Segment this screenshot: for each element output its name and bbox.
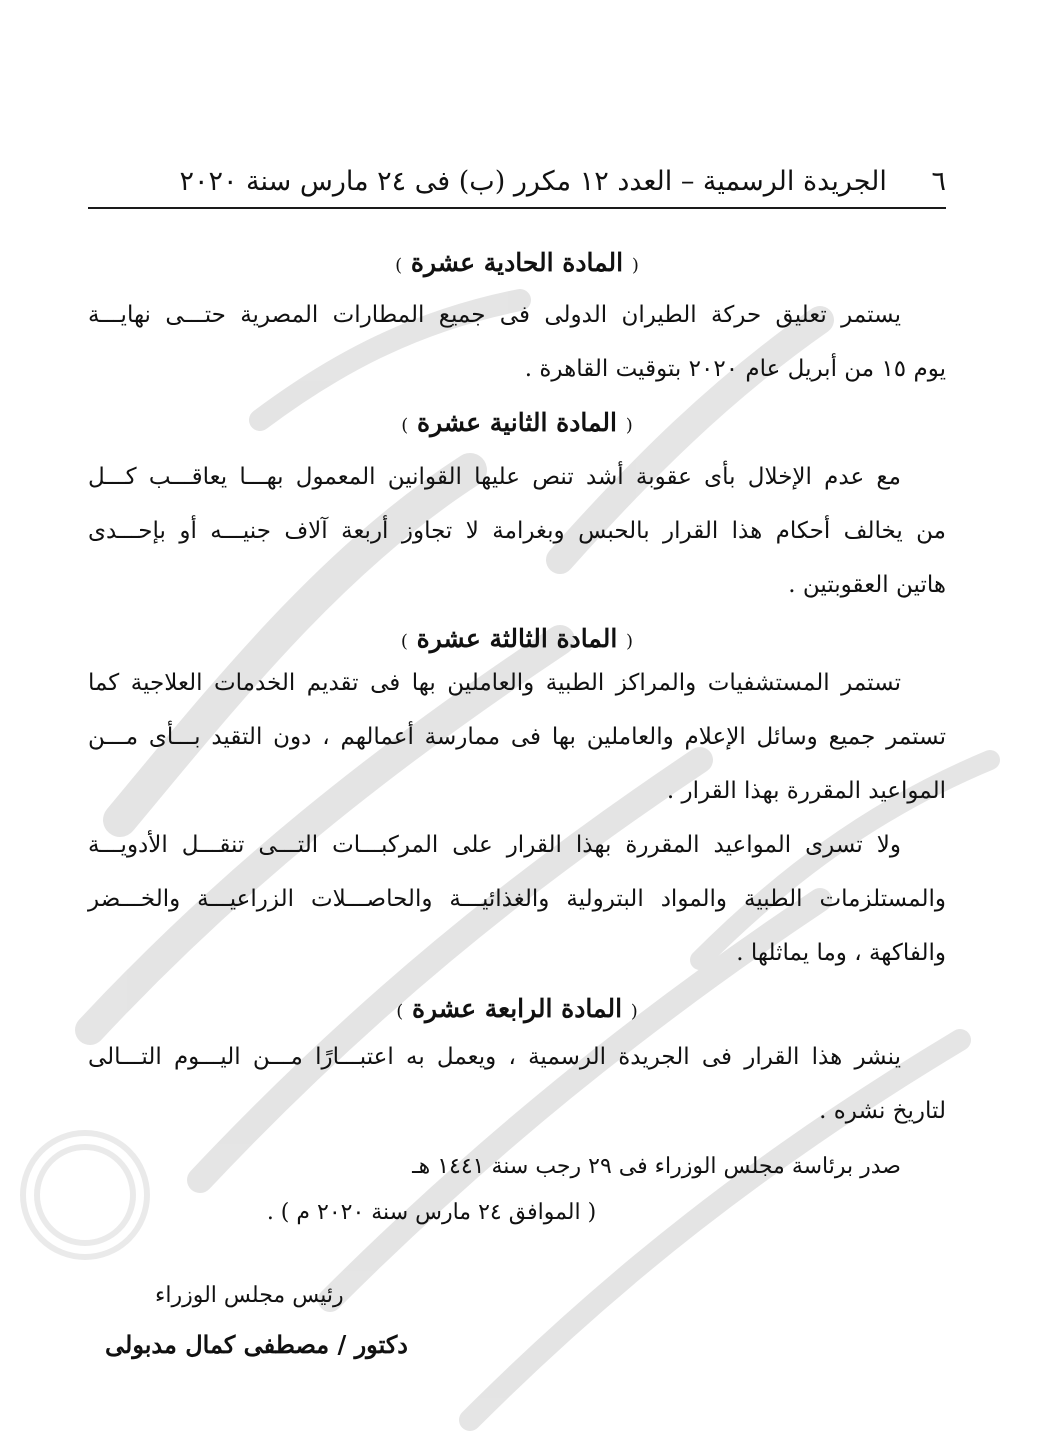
signature-title: رئيس مجلس الوزراء [155, 1283, 344, 1308]
header-divider [88, 207, 946, 209]
gazette-title: الجريدة الرسمية – العدد ١٢ مكرر (ب) فى ٢٤ مارس سنة ٢٠٢٠ [179, 166, 887, 197]
article-12-paragraph [88, 450, 946, 612]
paragraph-line: يوم ١٥ من أبريل عام ٢٠٢٠ بتوقيت القاهرة . [524, 356, 946, 382]
page-header [88, 160, 946, 206]
paragraph-line: المواعيد المقررة بهذا القرار . [666, 778, 946, 804]
paragraph-line: يستمر تعليق حركة الطيران الدولى فى جميع المطارات المصرية حتـــى نهايـــة [88, 302, 901, 328]
signature-name: دكتور / مصطفى كمال مدبولى [105, 1330, 408, 1359]
paragraph-line: ولا تسرى المواعيد المقررة بهذا القرار على المركبـــات التـــى تنقـــل الأدويـــة [88, 832, 901, 858]
article-11-heading: ( المادة الحادية عشرة ) [395, 248, 639, 277]
article-heading-text: المادة الحادية عشرة [410, 248, 624, 277]
corresponding-date: ( الموافق ٢٤ مارس سنة ٢٠٢٠ م ) . [266, 1200, 597, 1225]
article-14-heading: ( المادة الرابعة عشرة ) [396, 994, 638, 1023]
paragraph-line: تستمر المستشفيات والمراكز الطبية والعاملين بها فى تقديم الخدمات العلاجية كما [88, 670, 901, 696]
paragraph-line: مع عدم الإخلال بأى عقوبة أشد تنص عليها القوانين المعمول بهـــا يعاقـــب كـــل [88, 464, 901, 490]
paragraph-line: والمستلزمات الطبية والمواد البترولية والغذائيـــة والحاصـــلات الزراعيـــة والخـــضر [88, 886, 946, 912]
paragraph-line: تستمر جميع وسائل الإعلام والعاملين بها فى ممارسة أعمالهم ، دون التقيد بـــأى مـــن [88, 724, 946, 750]
paragraph-line: هاتين العقوبتين . [788, 572, 946, 598]
paragraph-line: ينشر هذا القرار فى الجريدة الرسمية ، ويعمل به اعتبـــارًا مـــن اليـــوم التـــالى [88, 1044, 901, 1070]
article-14-paragraph [88, 1030, 946, 1138]
article-13-paragraph-1 [88, 656, 946, 818]
article-12-heading: ( المادة الثانية عشرة ) [401, 408, 633, 437]
closing-issued [88, 1140, 946, 1194]
article-heading-text: المادة الثانية عشرة [416, 408, 617, 437]
paragraph-line: لتاريخ نشره . [819, 1098, 946, 1124]
issued-line: صدر برئاسة مجلس الوزراء فى ٢٩ رجب سنة ١٤٤١ هـ [412, 1154, 901, 1179]
closing-corresponding [0, 1200, 1043, 1225]
article-heading-text: المادة الرابعة عشرة [411, 994, 623, 1023]
article-heading-text: المادة الثالثة عشرة [416, 624, 618, 653]
article-13-heading: ( المادة الثالثة عشرة ) [400, 624, 634, 653]
paragraph-line: والفاكهة ، وما يماثلها . [736, 940, 946, 966]
paragraph-line: من يخالف أحكام هذا القرار بالحبس وبغرامة لا تجاوز أربعة آلاف جنيـــه أو بإحـــدى [88, 518, 946, 544]
article-11-paragraph [88, 288, 946, 396]
article-13-paragraph-2 [88, 818, 946, 980]
page-number: ٦ [931, 166, 946, 197]
